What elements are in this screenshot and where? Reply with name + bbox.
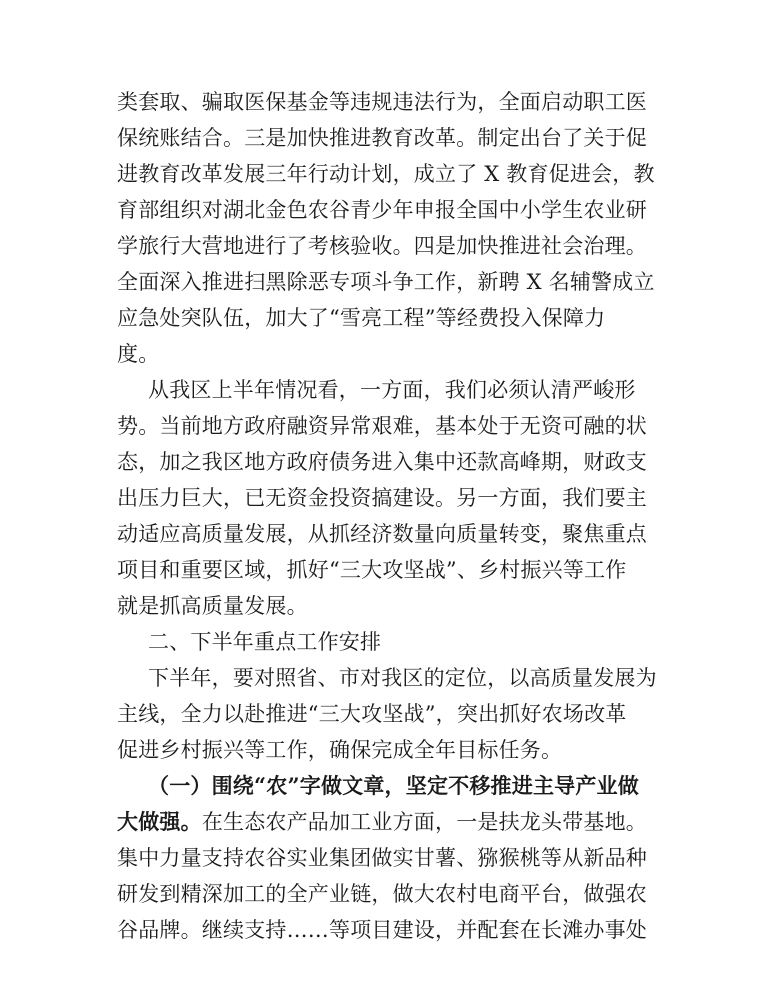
mixed-line <box>117 807 662 837</box>
body-line: 保统账结合。三是加快推进教育改革。制定出台了关于促 <box>117 126 647 150</box>
subsection-heading-tail: 大做强。 <box>117 809 202 834</box>
body-line: 学旅行大营地进行了考核验收。四是加快推进社会治理。 <box>117 234 647 258</box>
section-heading: 二、下半年重点工作安排 <box>148 630 382 654</box>
body-line: 项目和重要区域，抓好“三大攻坚战”、乡村振兴等工作 <box>117 558 627 582</box>
body-line: 态，加之我区地方政府债务进入集中还款高峰期，财政支 <box>117 450 647 474</box>
body-line: 促进乡村振兴等工作，确保完成全年目标任务。 <box>117 738 563 762</box>
body-line: 应急处突队伍，加大了“雪亮工程”等经费投入保障力 <box>117 306 606 330</box>
body-line: 进教育改革发展三年行动计划，成立了 X 教育促进会，教 <box>117 162 655 186</box>
body-line: 度。 <box>117 342 160 366</box>
paragraph-first-line: 从我区上半年情况看，一方面，我们必须认清严峻形 <box>148 378 636 402</box>
body-line: 出压力巨大，已无资金投资搞建设。另一方面，我们要主 <box>117 486 647 510</box>
paragraph-first-line: 下半年，要对照省、市对我区的定位，以高质量发展为 <box>148 666 657 690</box>
body-line: 动适应高质量发展，从抓经济数量向质量转变，聚焦重点 <box>117 522 647 546</box>
body-line: 全面深入推进扫黑除恶专项斗争工作，新聘 X 名辅警成立 <box>117 270 655 294</box>
body-line: 势。当前地方政府融资异常艰难，基本处于无资可融的状 <box>117 414 647 438</box>
body-line: 就是抓高质量发展。 <box>117 594 308 618</box>
body-line: 谷品牌。继续支持……等项目建设，并配套在长滩办事处 <box>117 918 647 942</box>
body-line: 集中力量支持农谷实业集团做实甘薯、猕猴桃等从新品种 <box>117 846 647 870</box>
body-line: 主线，全力以赴推进“三大攻坚战”，突出抓好农场改革 <box>117 702 627 726</box>
body-line: 类套取、骗取医保基金等违规违法行为，全面启动职工医 <box>117 90 647 114</box>
body-line: 育部组织对湖北金色农谷青少年申报全国中小学生农业研 <box>117 198 647 222</box>
body-line: 研发到精深加工的全产业链，做大农村电商平台，做强农 <box>117 882 647 906</box>
subsection-heading: （一）围绕“农”字做文章，坚定不移推进主导产业做 <box>148 773 639 798</box>
body-text: 在生态农产品加工业方面，一是扶龙头带基地。 <box>201 810 648 834</box>
